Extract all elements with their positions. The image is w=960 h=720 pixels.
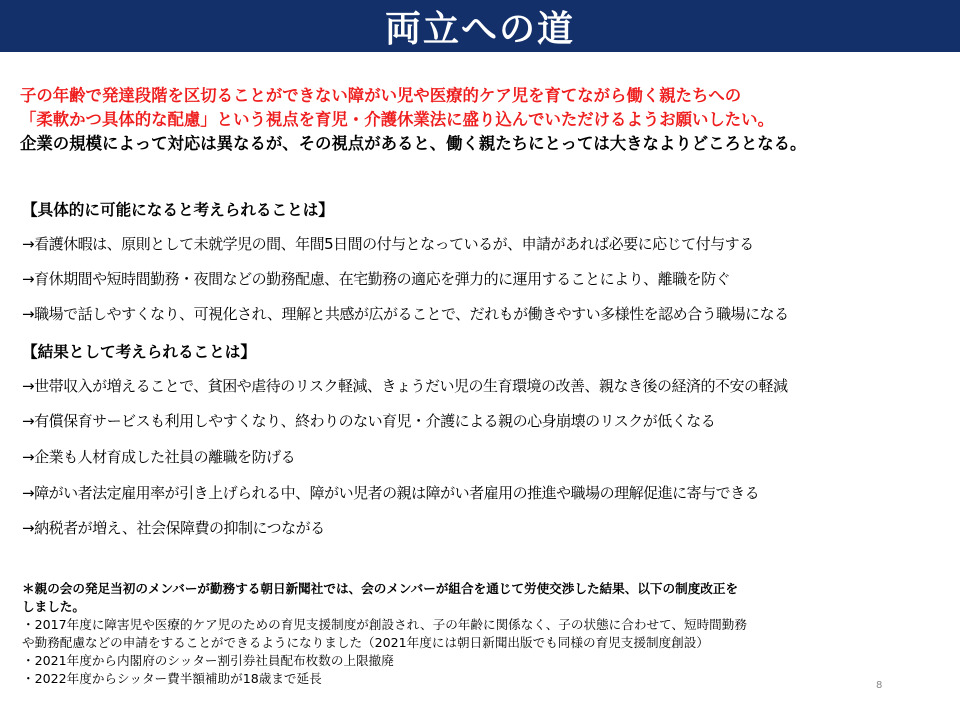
section1-item: →育休期間や短時間勤務・夜間などの勤務配慮、在宅勤務の適応を弾力的に運用することにより、離職を防ぐ — [22, 270, 731, 288]
footnote-line: や勤務配慮などの申請をすることができるようになりました（2021年度には朝日新聞出版でも同様の育児支援制度創設） — [22, 635, 709, 650]
section2-item: →障がい者法定雇用率が引き上げられる中、障がい児者の親は障がい者雇用の推進や職場の理解促進に寄与できる — [22, 484, 760, 502]
footnote — [22, 580, 947, 688]
intro-block — [20, 84, 950, 156]
section2-item: →企業も人材育成した社員の離職を防げる — [22, 448, 296, 466]
section2-heading: 【結果として考えられることは】 — [22, 343, 256, 361]
section1-heading: 【具体的に可能になると考えられることは】 — [22, 201, 334, 219]
section2-item: →納税者が増え、社会保障費の抑制につながる — [22, 519, 325, 537]
footnote-line: ・2022年度からシッター費半額補助が18歳まで延長 — [22, 671, 322, 686]
intro-red-line-2: 「柔軟かつ具体的な配慮」という視点を育児・介護休業法に盛り込んでいただけるようお願いしたい。 — [20, 110, 774, 129]
footnote-line: ・2021年度から内閣府のシッター割引券社員配布枚数の上限撤廃 — [22, 653, 394, 668]
title-bar — [0, 0, 960, 52]
page-title: 両立への道 — [384, 8, 575, 50]
intro-red-line-1: 子の年齢で発達段階を区切ることができない障がい児や医療的ケア児を育てながら働く親たちへの — [20, 86, 742, 105]
section2-item: →有償保育サービスも利用しやすくなり、終わりのない育児・介護による親の心身崩壊のリスクが低くなる — [22, 412, 716, 430]
footnote-line: ・2017年度に障害児や医療的ケア児のための育児支援制度が創設され、子の年齢に関係なく、子の状態に合わせて、短時間勤務 — [22, 617, 747, 632]
page-number: 8 — [876, 680, 883, 691]
footnote-head-line-2: しました。 — [22, 599, 85, 614]
section2-item: →世帯収入が増えることで、貧困や虐待のリスク軽減、きょうだい児の生育環境の改善、親なき後の経済的不安の軽減 — [22, 377, 788, 395]
intro-black-line: 企業の規模によって対応は異なるが、その視点があると、働く親たちにとっては大きなよりどころとなる。 — [20, 134, 807, 153]
section1-item: →看護休暇は、原則として未就学児の間、年間5日間の付与となっているが、申請があれば必要に応じて付与する — [22, 235, 754, 253]
section1-item: →職場で話しやすくなり、可視化され、理解と共感が広がることで、だれもが働きやすい多様性を認め合う職場になる — [22, 305, 789, 323]
footnote-head-line-1: ＊親の会の発足当初のメンバーが勤務する朝日新聞社では、会のメンバーが組合を通じて労使交渉した結果、以下の制度改正を — [22, 581, 739, 596]
